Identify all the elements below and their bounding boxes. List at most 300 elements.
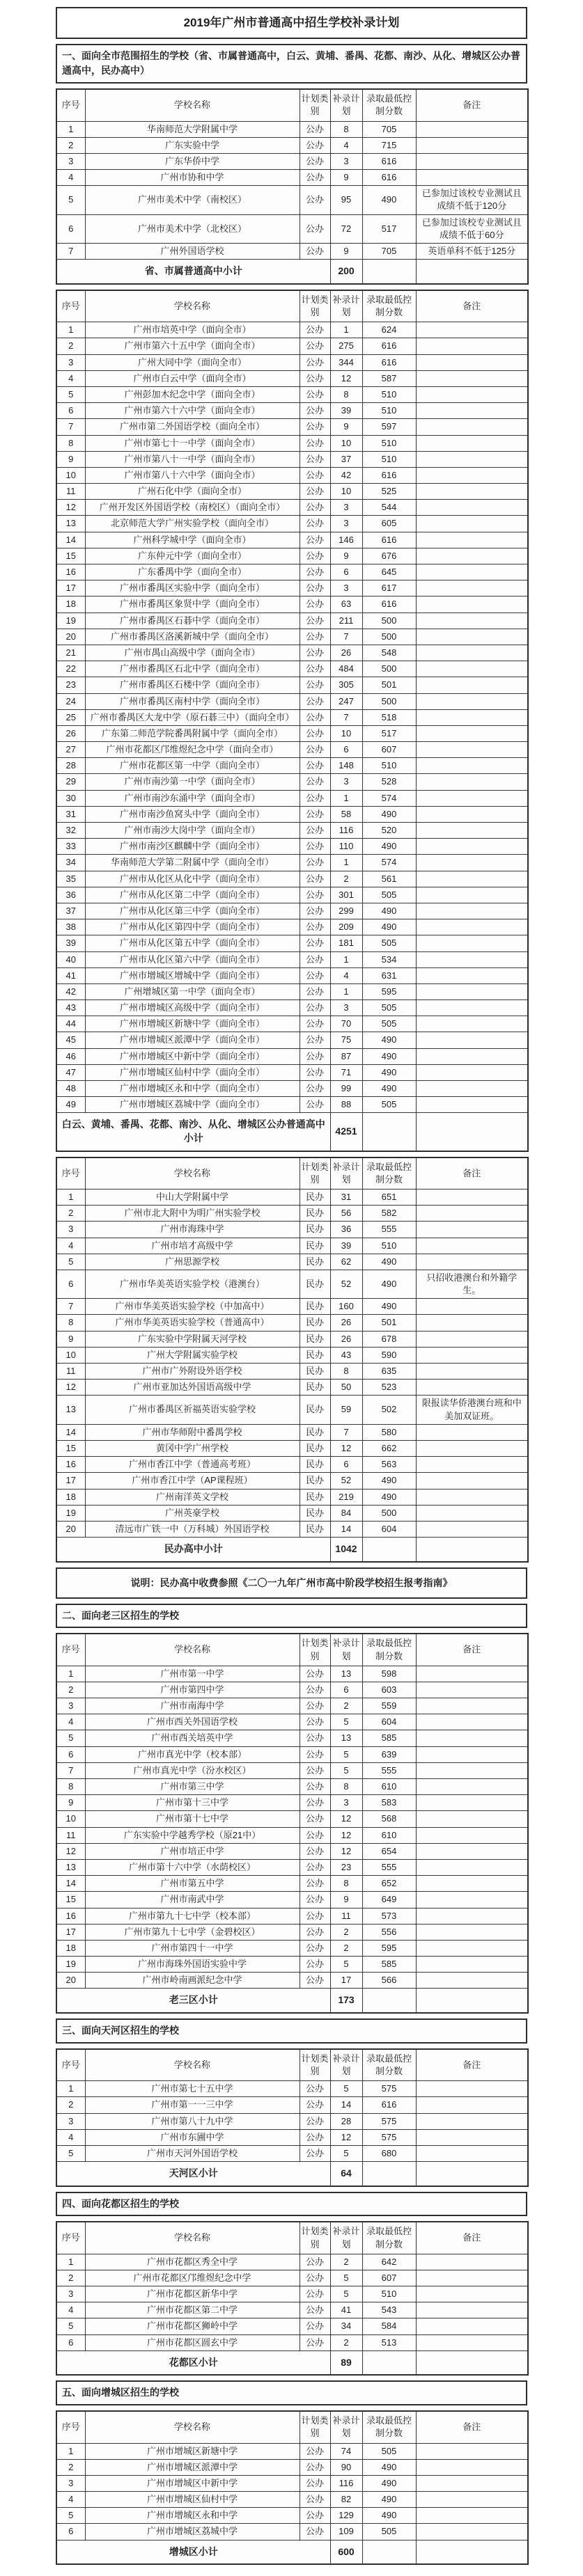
column-header-remark: 备注 [416, 89, 528, 121]
remark [416, 1779, 528, 1795]
table-row [56, 1222, 528, 1238]
table-row [56, 661, 528, 677]
table-row [56, 758, 528, 774]
remark [416, 725, 528, 741]
row-seq: 6 [56, 403, 85, 419]
subtotal-empty-score [362, 1989, 416, 2013]
remark [416, 709, 528, 725]
plan-type: 公办 [300, 709, 330, 725]
plan-type: 公办 [300, 403, 330, 419]
school-name: 广州市花都区邝维煜纪念中学 [85, 2270, 300, 2286]
remark [416, 774, 528, 790]
school-name: 广州市培才高级中学 [85, 1238, 300, 1254]
plan-type: 公办 [300, 2508, 330, 2524]
min-score: 505 [362, 1097, 416, 1113]
row-seq: 4 [56, 2129, 85, 2145]
table-row [56, 1331, 528, 1347]
remark [416, 1048, 528, 1064]
plan-type: 公办 [300, 1064, 330, 1080]
admission-table [56, 88, 529, 285]
remark [416, 532, 528, 548]
min-score: 617 [362, 580, 416, 596]
column-header-type: 计划类别 [300, 1634, 330, 1666]
replan-count: 37 [330, 451, 362, 467]
column-header-score: 录取最低控制分数 [362, 1634, 416, 1666]
remark [416, 1489, 528, 1505]
school-name: 广州市第四中学 [85, 1682, 300, 1698]
table-row [56, 1682, 528, 1698]
plan-type: 公办 [300, 1876, 330, 1892]
school-name: 清远市广铁一中（万科城）外国语学校 [85, 1521, 300, 1537]
replan-count: 75 [330, 1032, 362, 1048]
table-row [56, 790, 528, 806]
remark [416, 1315, 528, 1331]
school-name: 广州市禺山高级中学（面向全市） [85, 645, 300, 661]
section-heading: 一、面向全市范围招生的学校（省、市属普通高中，白云、黄埔、番禺、花都、南沙、从化、增城区公办普通高中，民办高中） [56, 44, 527, 84]
plan-type: 公办 [300, 855, 330, 871]
column-header-seq: 序号 [56, 2049, 85, 2081]
school-name: 广州市第八十九中学 [85, 2113, 300, 2129]
row-seq: 35 [56, 871, 85, 887]
row-seq: 13 [56, 1396, 85, 1424]
school-name: 广州市培英中学（面向全市） [85, 322, 300, 338]
school-name: 广东番禺中学（面向全市） [85, 564, 300, 580]
min-score: 590 [362, 1347, 416, 1363]
replan-count: 71 [330, 1064, 362, 1080]
table-row [56, 1000, 528, 1016]
subtotal-label: 白云、黄埔、番禺、花都、南沙、从化、增城区公办普通高中小计 [56, 1113, 330, 1151]
remark [416, 386, 528, 402]
table-row [56, 596, 528, 613]
replan-count: 6 [330, 564, 362, 580]
row-seq: 16 [56, 1457, 85, 1473]
row-seq: 5 [56, 2318, 85, 2334]
table-row [56, 1892, 528, 1908]
row-seq: 20 [56, 1973, 85, 1989]
school-name: 广州市西关外国语学校 [85, 1714, 300, 1730]
row-seq: 48 [56, 1081, 85, 1097]
row-seq: 1 [56, 2081, 85, 2097]
replan-count: 26 [330, 645, 362, 661]
min-score: 616 [362, 532, 416, 548]
subtotal-value: 64 [330, 2162, 362, 2186]
school-name: 广州市第八十一中学（面向全市） [85, 451, 300, 467]
row-seq: 19 [56, 1957, 85, 1973]
section-heading: 二、面向老三区招生的学校 [56, 1604, 527, 1629]
table-row [56, 806, 528, 822]
replan-count: 13 [330, 1666, 362, 1682]
plan-type: 公办 [300, 1032, 330, 1048]
plan-type: 公办 [300, 170, 330, 186]
remark [416, 1859, 528, 1875]
subtotal-empty-remark [416, 1113, 528, 1151]
row-seq: 3 [56, 2113, 85, 2129]
school-name: 广州市花都区新华中学 [85, 2286, 300, 2302]
school-name: 广东华侨中学 [85, 153, 300, 169]
row-seq: 3 [56, 1698, 85, 1714]
min-score: 505 [362, 887, 416, 903]
replan-count: 10 [330, 484, 362, 500]
plan-type: 民办 [300, 1222, 330, 1238]
min-score: 490 [362, 2492, 416, 2508]
plan-type: 公办 [300, 887, 330, 903]
table-row [56, 1032, 528, 1048]
remark [416, 1299, 528, 1315]
table-row [56, 186, 528, 214]
plan-type: 公办 [300, 580, 330, 596]
replan-count: 1 [330, 322, 362, 338]
row-seq: 27 [56, 742, 85, 758]
replan-count: 219 [330, 1489, 362, 1505]
table-row [56, 1064, 528, 1080]
plan-type: 公办 [300, 1048, 330, 1064]
min-score: 598 [362, 1666, 416, 1682]
table-row [56, 2254, 528, 2270]
row-seq: 5 [56, 2508, 85, 2524]
min-score: 574 [362, 855, 416, 871]
column-header-name: 学校名称 [85, 1634, 300, 1666]
replan-count: 31 [330, 1189, 362, 1205]
replan-count: 1 [330, 855, 362, 871]
row-seq: 46 [56, 1048, 85, 1064]
row-seq: 40 [56, 951, 85, 967]
table-row [56, 1698, 528, 1714]
plan-type: 公办 [300, 1682, 330, 1698]
subtotal-empty-score [362, 260, 416, 284]
subtotal-label: 省、市属普通高中小计 [56, 260, 330, 284]
min-score: 490 [362, 1032, 416, 1048]
row-seq: 3 [56, 354, 85, 370]
min-score: 501 [362, 1315, 416, 1331]
plan-type: 公办 [300, 1016, 330, 1032]
replan-count: 14 [330, 1521, 362, 1537]
row-seq: 14 [56, 1876, 85, 1892]
subtotal-empty-score [362, 1538, 416, 1562]
plan-type: 民办 [300, 1254, 330, 1270]
min-score: 604 [362, 1714, 416, 1730]
table-row [56, 451, 528, 467]
replan-count: 8 [330, 386, 362, 402]
row-seq: 38 [56, 919, 85, 935]
min-score: 604 [362, 1521, 416, 1537]
plan-type: 公办 [300, 1714, 330, 1730]
row-seq: 15 [56, 1440, 85, 1456]
row-seq: 6 [56, 1746, 85, 1762]
column-header-score: 录取最低控制分数 [362, 2049, 416, 2081]
replan-count: 3 [330, 580, 362, 596]
subtotal-value: 1042 [330, 1538, 362, 1562]
remark [416, 823, 528, 839]
row-seq: 5 [56, 2145, 85, 2161]
replan-count: 5 [330, 1957, 362, 1973]
table-row [56, 1081, 528, 1097]
row-seq: 11 [56, 1827, 85, 1843]
remark [416, 500, 528, 516]
school-name: 广州市协和中学 [85, 170, 300, 186]
min-score: 610 [362, 1779, 416, 1795]
remark [416, 1364, 528, 1380]
plan-type: 公办 [300, 661, 330, 677]
table-row [56, 2475, 528, 2491]
remark [416, 1746, 528, 1762]
remark [416, 1254, 528, 1270]
replan-count: 129 [330, 2508, 362, 2524]
replan-count: 110 [330, 839, 362, 855]
table-row [56, 629, 528, 645]
replan-count: 301 [330, 887, 362, 903]
school-name: 广州市第八十六中学（面向全市） [85, 467, 300, 483]
table-header-row [56, 2222, 528, 2254]
school-name: 广州市增城区派潭中学（面向全市） [85, 1032, 300, 1048]
remark [416, 2254, 528, 2270]
admission-table [56, 2221, 529, 2376]
row-seq: 19 [56, 613, 85, 629]
table-row [56, 1730, 528, 1746]
remark [416, 1000, 528, 1016]
plan-type: 民办 [300, 1270, 330, 1298]
replan-count: 148 [330, 758, 362, 774]
plan-type: 公办 [300, 2113, 330, 2129]
plan-type: 民办 [300, 1364, 330, 1380]
column-header-remark: 备注 [416, 290, 528, 322]
remark [416, 1238, 528, 1254]
remark [416, 1380, 528, 1396]
remark [416, 855, 528, 871]
min-score: 528 [362, 774, 416, 790]
column-header-name: 学校名称 [85, 2222, 300, 2254]
plan-type: 公办 [300, 967, 330, 983]
plan-type: 公办 [300, 935, 330, 951]
remark [416, 419, 528, 435]
table-row [56, 2492, 528, 2508]
column-header-score: 录取最低控制分数 [362, 89, 416, 121]
row-seq: 5 [56, 1730, 85, 1746]
column-header-seq: 序号 [56, 290, 85, 322]
plan-type: 民办 [300, 1396, 330, 1424]
row-seq: 37 [56, 903, 85, 919]
school-name: 广州市番禺区祈福英语实验学校 [85, 1396, 300, 1424]
table-row [56, 871, 528, 887]
subtotal-label: 增城区小计 [56, 2540, 330, 2564]
remark [416, 871, 528, 887]
table-row [56, 1189, 528, 1205]
table-row [56, 677, 528, 693]
table-row [56, 386, 528, 402]
plan-type: 民办 [300, 1347, 330, 1363]
remark [416, 467, 528, 483]
remark [416, 1424, 528, 1440]
plan-type: 公办 [300, 2318, 330, 2334]
min-score: 715 [362, 137, 416, 153]
min-score: 490 [362, 1489, 416, 1505]
min-score: 573 [362, 1908, 416, 1924]
row-seq: 39 [56, 935, 85, 951]
row-seq: 7 [56, 1299, 85, 1315]
row-seq: 6 [56, 1270, 85, 1298]
school-name: 广州市培正中学 [85, 1843, 300, 1859]
subtotal-label: 老三区小计 [56, 1989, 330, 2013]
table-row [56, 1396, 528, 1424]
row-seq: 13 [56, 1859, 85, 1875]
plan-type: 公办 [300, 564, 330, 580]
column-header-type: 计划类别 [300, 1157, 330, 1190]
table-row [56, 1973, 528, 1989]
replan-count: 56 [330, 1206, 362, 1222]
min-score: 543 [362, 2302, 416, 2318]
min-score: 544 [362, 500, 416, 516]
remark [416, 2113, 528, 2129]
row-seq: 31 [56, 806, 85, 822]
remark [416, 1457, 528, 1473]
school-name: 广州市增城区荔城中学 [85, 2524, 300, 2540]
replan-count: 12 [330, 2129, 362, 2145]
replan-count: 209 [330, 919, 362, 935]
table-row [56, 903, 528, 919]
min-score: 510 [362, 435, 416, 451]
min-score: 555 [362, 1222, 416, 1238]
row-seq: 18 [56, 1940, 85, 1956]
plan-type: 公办 [300, 919, 330, 935]
table-row [56, 1424, 528, 1440]
school-name: 广州市第六十六中学（面向全市） [85, 403, 300, 419]
row-seq: 22 [56, 661, 85, 677]
subtotal-empty-remark [416, 1538, 528, 1562]
school-name: 广州南洋英文学校 [85, 1489, 300, 1505]
row-seq: 25 [56, 709, 85, 725]
table-row [56, 919, 528, 935]
table-row [56, 1457, 528, 1473]
row-seq: 20 [56, 629, 85, 645]
min-score: 490 [362, 2459, 416, 2475]
replan-count: 3 [330, 1000, 362, 1016]
min-score: 490 [362, 919, 416, 935]
min-score: 575 [362, 2081, 416, 2097]
min-score: 502 [362, 1396, 416, 1424]
remark [416, 1957, 528, 1973]
min-score: 631 [362, 967, 416, 983]
row-seq: 15 [56, 548, 85, 564]
replan-count: 88 [330, 1097, 362, 1113]
subtotal-label: 花都区小计 [56, 2350, 330, 2375]
remark [416, 758, 528, 774]
school-name: 广州市花都区秀全中学 [85, 2254, 300, 2270]
table-row [56, 1746, 528, 1762]
row-seq: 15 [56, 1892, 85, 1908]
min-score: 639 [362, 1746, 416, 1762]
row-seq: 11 [56, 484, 85, 500]
school-name: 广州市番禺区石碁中学（面向全市） [85, 613, 300, 629]
min-score: 490 [362, 186, 416, 214]
min-score: 561 [362, 871, 416, 887]
row-seq: 1 [56, 2443, 85, 2459]
table-row [56, 935, 528, 951]
remark [416, 1016, 528, 1032]
replan-count: 52 [330, 1473, 362, 1489]
plan-type: 公办 [300, 1000, 330, 1016]
table-row [56, 2302, 528, 2318]
remark [416, 839, 528, 855]
school-name: 广州市真光中学（校本部） [85, 1746, 300, 1762]
min-score: 505 [362, 2524, 416, 2540]
remark [416, 742, 528, 758]
table-row [56, 354, 528, 370]
column-header-remark: 备注 [416, 2049, 528, 2081]
table-row [56, 580, 528, 596]
replan-count: 7 [330, 1424, 362, 1440]
remark [416, 2318, 528, 2334]
replan-count: 3 [330, 500, 362, 516]
subtotal-label: 天河区小计 [56, 2162, 330, 2186]
school-name: 广州大同中学（面向全市） [85, 354, 300, 370]
replan-count: 484 [330, 661, 362, 677]
min-score: 555 [362, 1859, 416, 1875]
min-score: 505 [362, 1000, 416, 1016]
replan-count: 7 [330, 629, 362, 645]
subtotal-row [56, 1113, 528, 1151]
school-name: 广州市华美英语实验学校（中加高中） [85, 1299, 300, 1315]
row-seq: 14 [56, 1424, 85, 1440]
remark [416, 1795, 528, 1811]
table-row [56, 2270, 528, 2286]
school-name: 广州市花都区第一中学（面向全市） [85, 758, 300, 774]
plan-type: 民办 [300, 1299, 330, 1315]
table-row [56, 774, 528, 790]
plan-type: 公办 [300, 1827, 330, 1843]
min-score: 705 [362, 121, 416, 137]
column-header-seq: 序号 [56, 2411, 85, 2443]
min-score: 585 [362, 1730, 416, 1746]
school-name: 广州市第十三中学 [85, 1795, 300, 1811]
school-name: 广州彭加木纪念中学（面向全市） [85, 386, 300, 402]
table-row [56, 1380, 528, 1396]
row-seq: 2 [56, 1206, 85, 1222]
school-name: 广州市南沙区麒麟中学（面向全市） [85, 839, 300, 855]
min-score: 566 [362, 1973, 416, 1989]
plan-type: 公办 [300, 2475, 330, 2491]
plan-type: 民办 [300, 1489, 330, 1505]
row-seq: 8 [56, 1315, 85, 1331]
min-score: 556 [362, 1924, 416, 1940]
table-row [56, 2286, 528, 2302]
school-name: 广州市海珠中学 [85, 1222, 300, 1238]
replan-count: 39 [330, 1238, 362, 1254]
plan-type: 公办 [300, 1973, 330, 1989]
school-name: 广州市增城区荔城中学（面向全市） [85, 1097, 300, 1113]
remark: 已参加过该校专业测试且成绩不低于60分 [416, 214, 528, 243]
min-score: 534 [362, 951, 416, 967]
subtotal-row [56, 1989, 528, 2013]
remark [416, 451, 528, 467]
school-name: 广州市西关培英中学 [85, 1730, 300, 1746]
plan-type: 公办 [300, 1892, 330, 1908]
school-name: 广州科学城中学（面向全市） [85, 532, 300, 548]
column-header-remark: 备注 [416, 1157, 528, 1190]
replan-count: 6 [330, 1457, 362, 1473]
min-score: 610 [362, 1827, 416, 1843]
column-header-score: 录取最低控制分数 [362, 290, 416, 322]
remark [416, 613, 528, 629]
column-header-count: 补录计划 [330, 2411, 362, 2443]
min-score: 616 [362, 467, 416, 483]
subtotal-value: 89 [330, 2350, 362, 2375]
plan-type: 民办 [300, 1189, 330, 1205]
plan-type: 公办 [300, 548, 330, 564]
plan-type: 民办 [300, 1238, 330, 1254]
replan-count: 12 [330, 370, 362, 386]
subtotal-empty-remark [416, 2350, 528, 2375]
min-score: 490 [362, 1081, 416, 1097]
replan-count: 5 [330, 1714, 362, 1730]
